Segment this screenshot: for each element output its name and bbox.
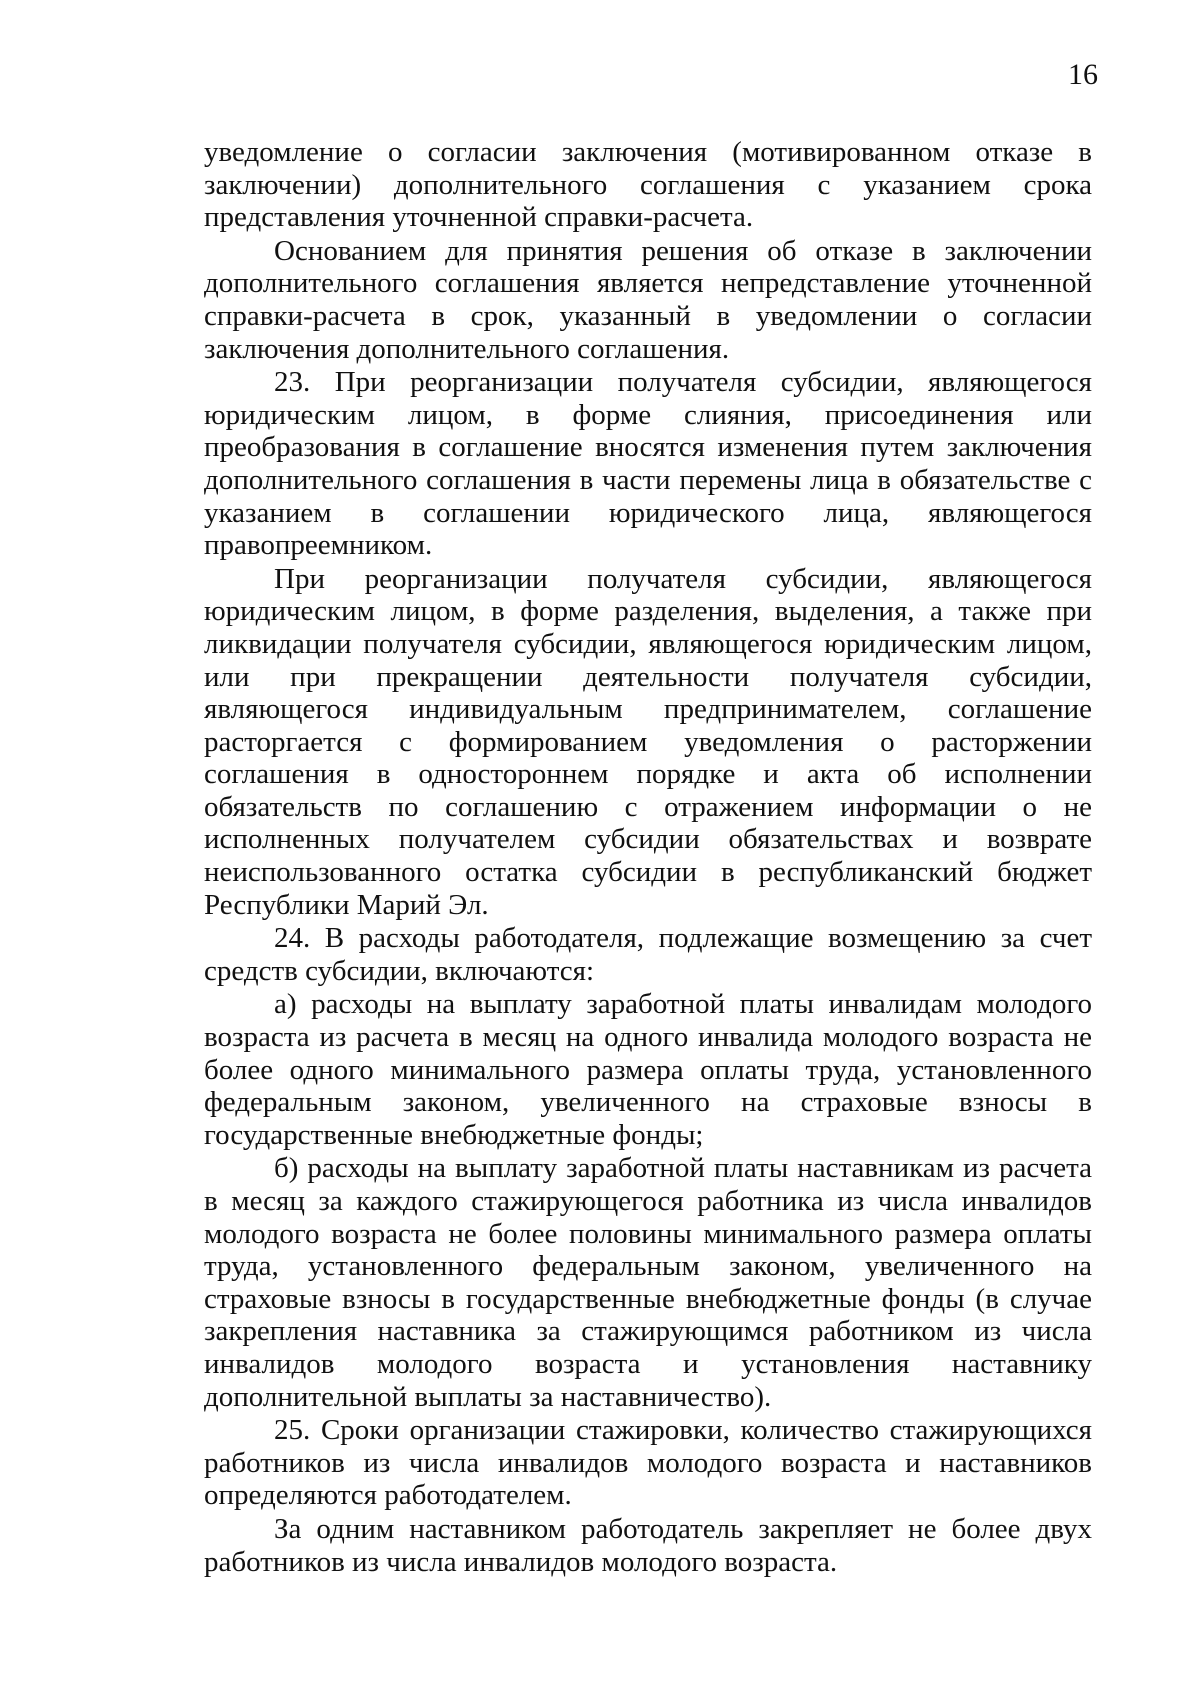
page-number: 16 [1068, 58, 1098, 91]
paragraph-item-24-a: а) расходы на выплату заработной платы инвалидам молодого возраста из расчета в месяц на одного инвалида молодого возраста не более одного минимального размера оплаты труда, установленного федеральным законом, увеличенного на страховые взносы в государственные внебюджетные фонды; [204, 988, 1092, 1151]
paragraph-mentor-limit: За одним наставником работодатель закрепляет не более двух работников из числа инвалидов молодого возраста. [204, 1512, 1092, 1578]
paragraph-item-25: 25. Сроки организации стажировки, количество стажирующихся работников из числа инвалидов молодого возраста и наставников определяются работодателем. [204, 1414, 1092, 1512]
paragraph-item-23: 23. При реорганизации получателя субсидии, являющегося юридическим лицом, в форме слияния, присоединения или преобразования в соглашение вносятся изменения путем заключения дополнительного соглашения в части перемены лица в обязательстве с указанием в соглашении юридического лица, являющегося правопреемником. [204, 366, 1092, 562]
paragraph-item-24: 24. В расходы работодателя, подлежащие возмещению за счет средств субсидии, включаются: [204, 922, 1092, 987]
paragraph-reorganization-termination: При реорганизации получателя субсидии, являющегося юридическим лицом, в форме разделения, выделения, а также при ликвидации получателя субсидии, являющегося юридическим лицом, или при прекращении деятельности получателя субсидии, являющегося индивидуальным предпринимателем, соглашение расторгается с формированием уведомления о расторжении соглашения в одностороннем порядке и акта об исполнении обязательств по соглашению с отражением информации о не исполненных получателем субсидии обязательствах и возврате неиспользованного остатка субсидии в республиканский бюджет Республики Марий Эл. [204, 562, 1092, 921]
paragraph-notice-continuation: уведомление о согласии заключения (мотивированном отказе в заключении) дополнительного соглашения с указанием срока представления уточненной справки-расчета. [204, 136, 1092, 234]
paragraph-refusal-grounds: Основанием для принятия решения об отказе в заключении дополнительного соглашения является непредставление уточненной справки-расчета в срок, указанный в уведомлении о согласии заключения дополнительного соглашения. [204, 234, 1092, 365]
document-body [204, 136, 1092, 1578]
paragraph-item-24-b: б) расходы на выплату заработной платы наставникам из расчета в месяц за каждого стажирующегося работника из числа инвалидов молодого возраста не более половины минимального размера оплаты труда, установленного федеральным законом, увеличенного на страховые взносы в государственные внебюджетные фонды (в случае закрепления наставника за стажирующимся работником из числа инвалидов молодого возраста и установления наставнику дополнительной выплаты за наставничество). [204, 1152, 1092, 1413]
